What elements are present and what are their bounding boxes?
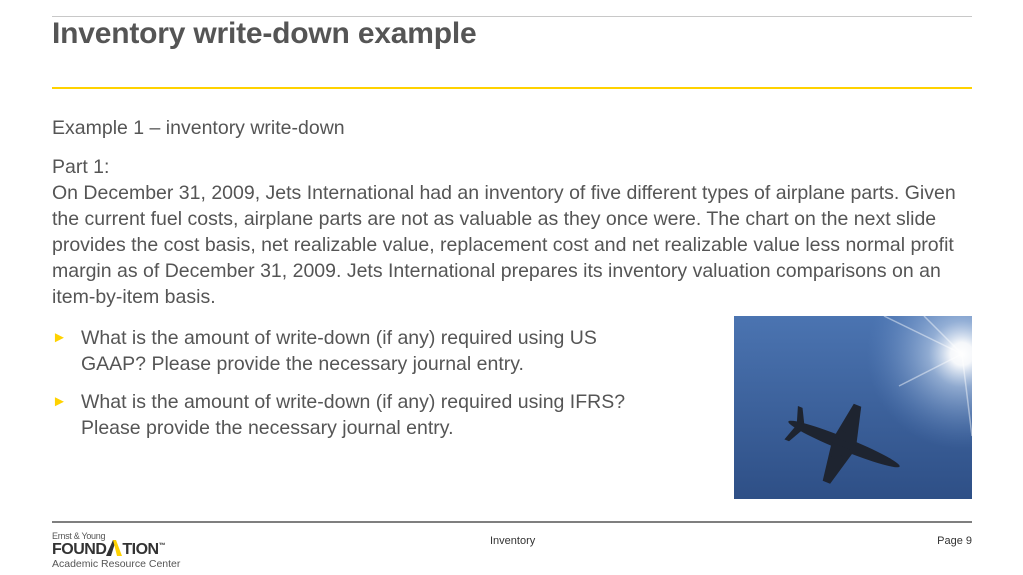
logo-ernst-young: Ernst & Young xyxy=(52,531,106,541)
slide-subtitle: Example 1 – inventory write-down xyxy=(52,117,345,139)
bottom-divider xyxy=(52,521,972,523)
page-number: Page 9 xyxy=(937,535,972,547)
footer-topic: Inventory xyxy=(490,535,536,547)
bullet-item xyxy=(52,389,652,441)
bullet-item xyxy=(52,325,652,377)
logo-beam-icon xyxy=(106,540,122,556)
logo-foundation: FOUND TION™ xyxy=(52,541,166,558)
title-underline xyxy=(52,87,972,89)
logo-academic-resource-center: Academic Resource Center xyxy=(52,558,181,570)
slide-title: Inventory write-down example xyxy=(52,17,477,50)
bullet-text: What is the amount of write-down (if any) required using IFRS? Please provide the necessary journal entry. xyxy=(81,391,626,439)
body-paragraph: On December 31, 2009, Jets International had an inventory of five different types of airplane parts. Given the current fuel costs, airplane parts are not as valuable as they once were. The chart on the next slide provides the cost basis, net realizable value, replacement cost and net realizable value less normal profit margin as of December 31, 2009. Jets International prepares its inventory valuation comparisons on an item-by-item basis. xyxy=(52,182,956,308)
bullet-text: What is the amount of write-down (if any) required using US GAAP? Please provide the necessary journal entry. xyxy=(81,327,597,375)
bullet-list xyxy=(52,325,652,453)
part-label: Part 1: xyxy=(52,156,110,178)
body-text xyxy=(52,154,977,310)
airplane-photo xyxy=(734,316,972,499)
ey-foundation-logo xyxy=(52,531,212,571)
bullet-arrow-icon: ► xyxy=(52,329,67,346)
bullet-arrow-icon: ► xyxy=(52,393,67,410)
